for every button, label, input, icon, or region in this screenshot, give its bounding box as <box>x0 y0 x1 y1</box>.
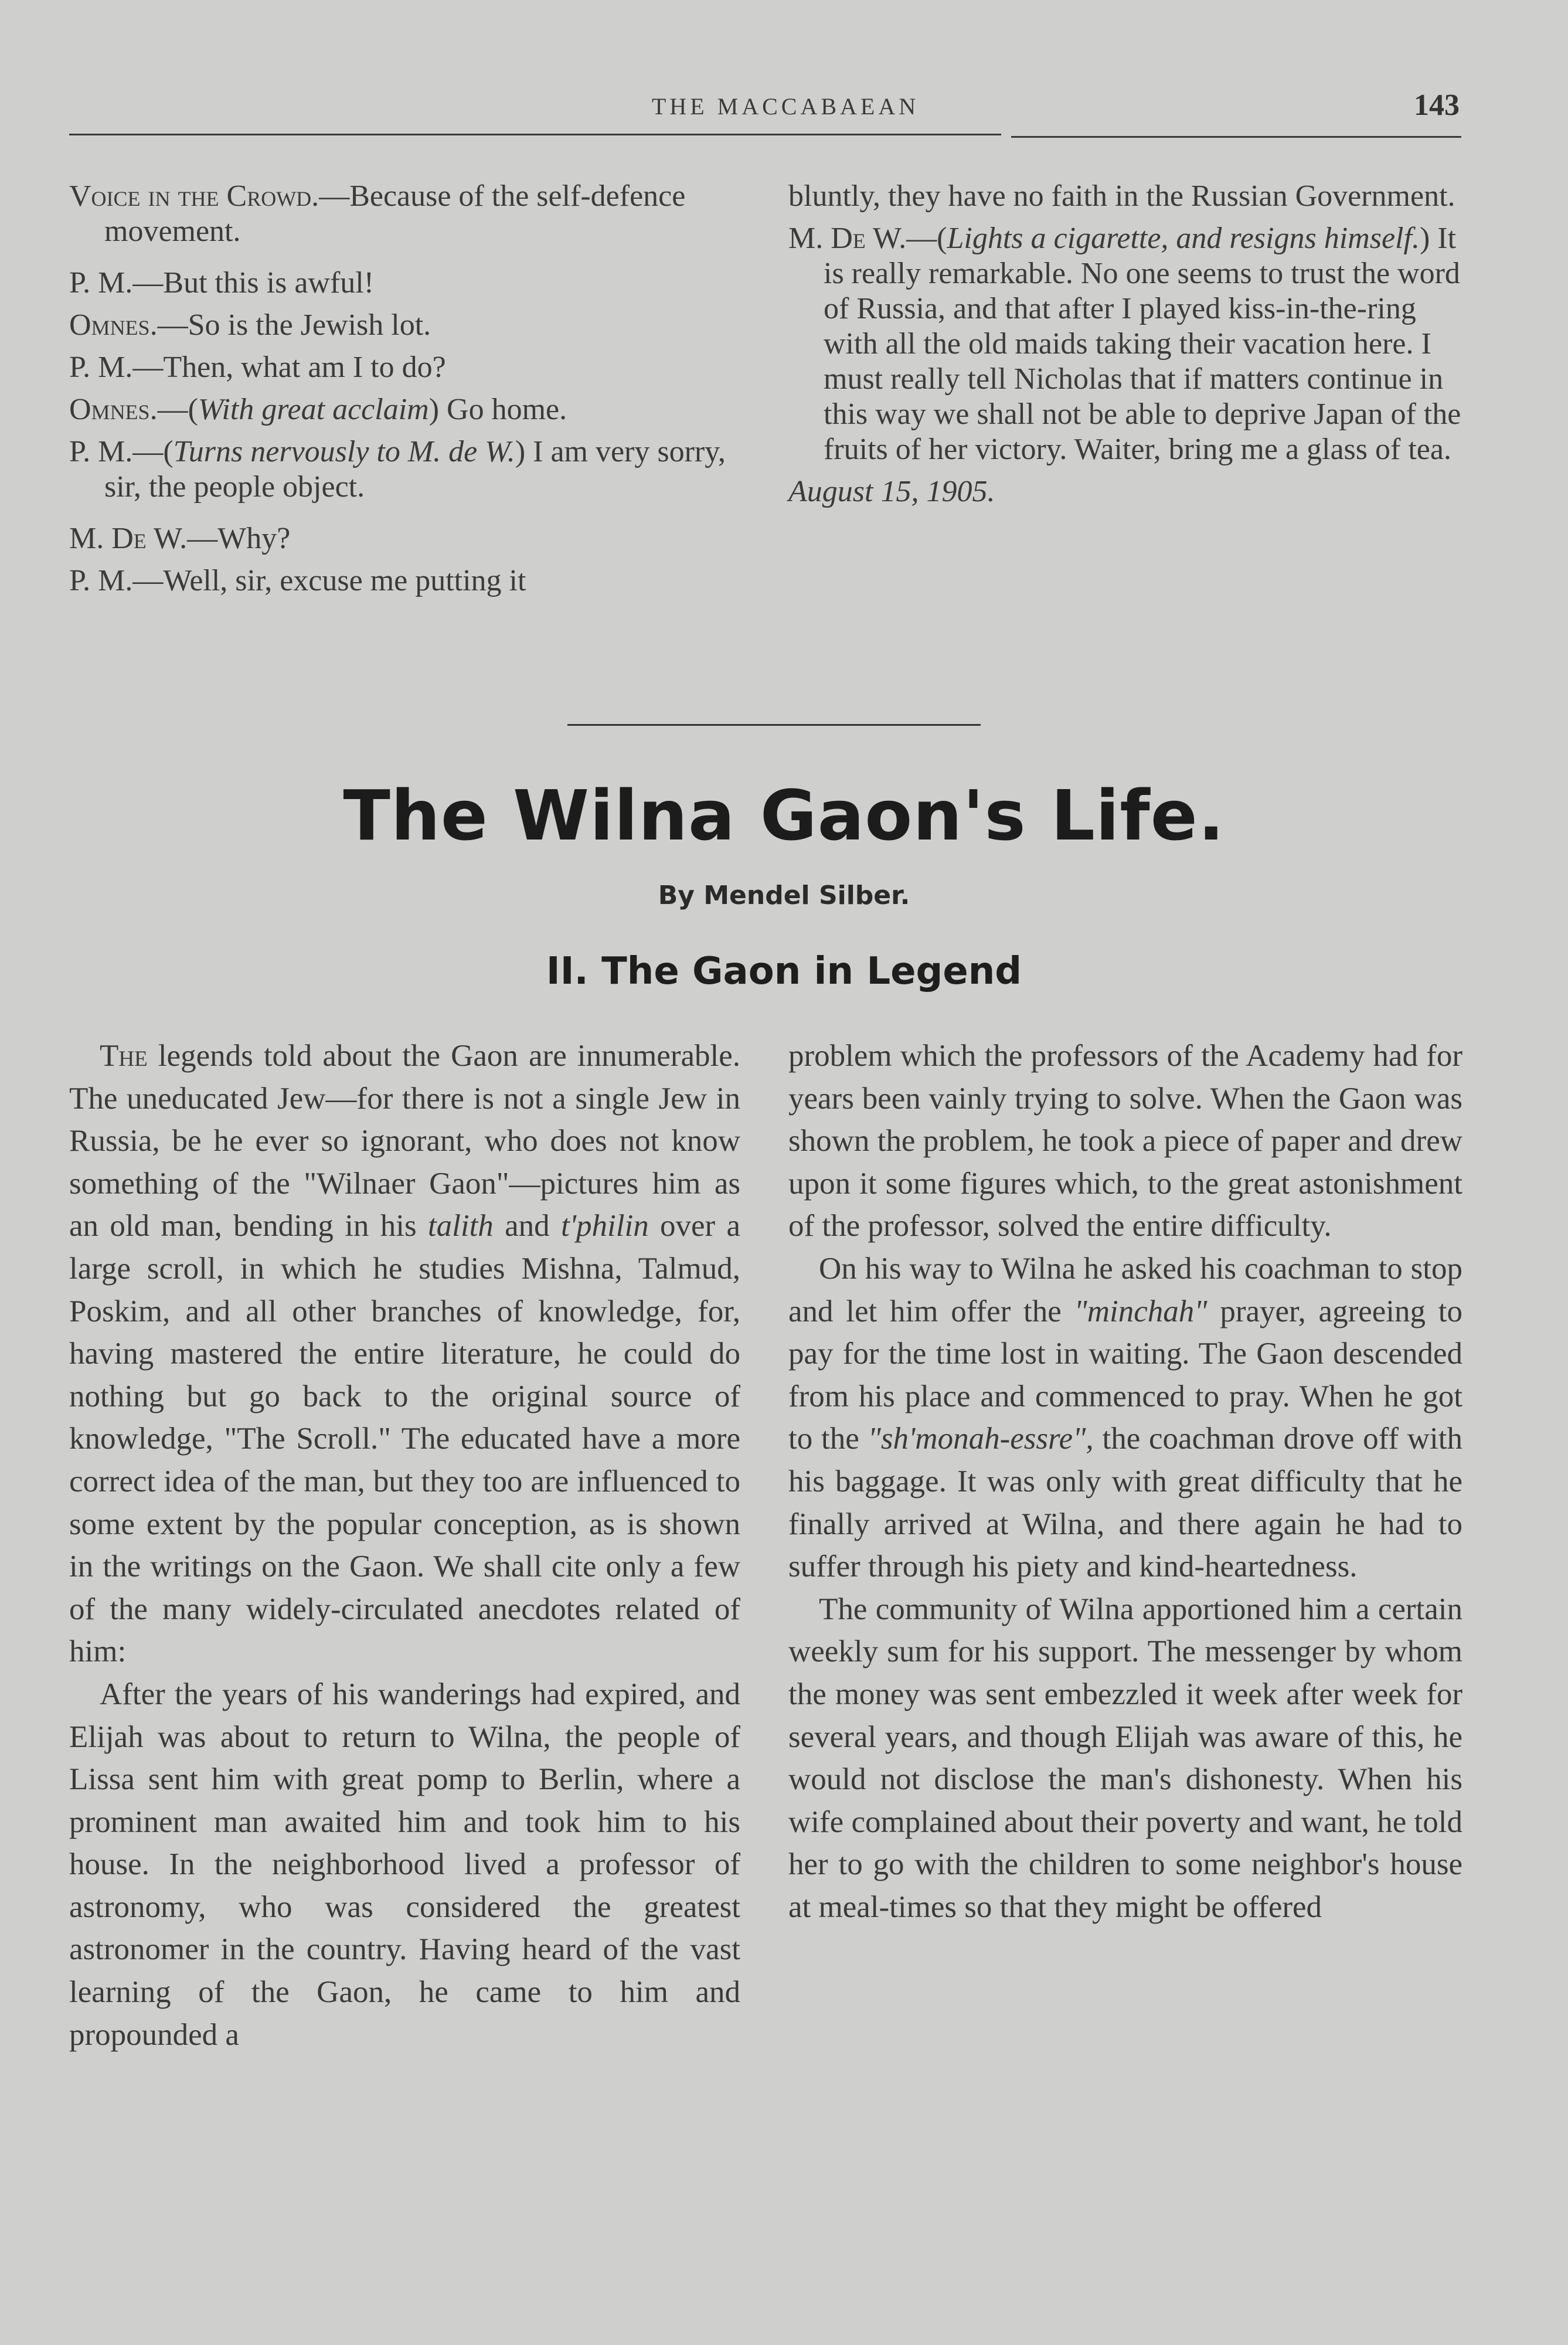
speaker: M. De W. <box>788 222 907 255</box>
article-right-column <box>788 1035 1462 1928</box>
speaker: Omnes. <box>69 308 158 342</box>
date-line: August 15, 1905. <box>788 475 995 508</box>
paragraph: The community of Wilna apportioned him a certain weekly sum for his support. The messenger by whom the money was sent embezzled it week after week for several years, and though Elijah was aware of this, he would not disclose the man's dishonesty. When his wife complained about their poverty and want, he told her to go with the children to some neighbor's house at meal-times so that they might be offered <box>788 1592 1462 1924</box>
speaker: Voice in the Crowd. <box>69 179 319 213</box>
stage-direction: Lights a cigarette, and resigns himself. <box>947 222 1420 255</box>
dialogue-line: P. M.—Then, what am I to do? <box>69 351 446 384</box>
dialogue-line: Voice in the Crowd.—Because of the self-defence movement. <box>69 179 686 248</box>
speaker: Omnes. <box>69 393 158 426</box>
dialogue-line: M. De W.—Why? <box>69 522 291 555</box>
article-title: The Wilna Gaon's Life. <box>343 775 1225 856</box>
dialogue-continuation: bluntly, they have no faith in the Russian Government. <box>788 179 1455 213</box>
speaker: P. M. <box>69 266 133 300</box>
page-number: 143 <box>1414 89 1460 122</box>
speaker: P. M. <box>69 351 133 384</box>
paragraph: On his way to Wilna he asked his coachman to stop and let him offer the "minchah" prayer, agreeing to pay for the time lost in waiting. The Gaon descended from his place and commenced to pray. When he got to the "sh'monah-essre", the coachman drove off with his baggage. It was only with great difficulty that he finally arrived at Wilna, and there again he had to suffer through his piety and kind-heartedness. <box>788 1251 1462 1584</box>
stage-direction: Turns nervously to M. de W. <box>173 435 515 468</box>
speaker: P. M. <box>69 435 133 468</box>
speaker: M. De W. <box>69 522 188 555</box>
section-heading: II. The Gaon in Legend <box>546 950 1022 993</box>
paragraph: After the years of his wanderings had expired, and Elijah was about to return to Wilna, the people of Lissa sent him with great pomp to Berlin, where a prominent man awaited him and took him to his house. In the neighborhood lived a professor of astronomy, who was considered the greatest astronomer in the country. Having heard of the vast learning of the Gaon, he came to him and propounded a <box>69 1677 740 2052</box>
dialogue-line: P. M.—Well, sir, excuse me putting it <box>69 564 526 597</box>
dialogue-right-column <box>788 179 1462 526</box>
dialogue-line: Omnes.—(With great acclaim) Go home. <box>69 393 567 426</box>
section-divider <box>567 724 981 726</box>
dialogue-left-column <box>69 179 740 606</box>
dialogue-line: M. De W.—(Lights a cigarette, and resigns himself.) It is really remarkable. No one seems to trust the word of Russia, and that after I played kiss-in-the-ring with all the old maids taking their vacation here. I must really tell Nicholas that if matters continue in this way we shall not be able to deprive Japan of the fruits of her victory. Waiter, bring me a glass of tea. <box>788 222 1461 466</box>
speaker: P. M. <box>69 564 133 597</box>
header-rule-right <box>1011 136 1461 138</box>
dialogue-line: P. M.—(Turns nervously to M. de W.) I am very sorry, sir, the people object. <box>69 435 726 504</box>
stage-direction: With great acclaim <box>198 393 429 426</box>
dialogue-line: P. M.—But this is awful! <box>69 266 375 300</box>
paragraph: problem which the professors of the Academy had for years been vainly trying to solve. When the Gaon was shown the problem, he took a piece of paper and drew upon it some figures which, to the great astonishment of the professor, solved the entire difficulty. <box>788 1039 1462 1243</box>
header-rule-left <box>69 134 1001 135</box>
byline: By Mendel Silber. <box>658 881 910 910</box>
running-title: THE MACCABAEAN <box>651 93 920 120</box>
article-left-column <box>69 1035 740 2056</box>
paragraph: The legends told about the Gaon are innumerable. The uneducated Jew—for there is not a single Jew in Russia, be he ever so ignorant, who does not know something of the "Wilnaer Gaon"—pictures him as an old man, bending in his talith and t'philin over a large scroll, in which he studies Mishna, Talmud, Poskim, and all other branches of knowledge, for, having mastered the entire literature, he could do nothing but go back to the original source of knowledge, "The Scroll." The educated have a more correct idea of the man, but they too are influenced to some extent by the popular conception, as is shown in the writings on the Gaon. We shall cite only a few of the many widely-circulated anecdotes related of him: <box>69 1039 741 1669</box>
dialogue-line: Omnes.—So is the Jewish lot. <box>69 308 431 342</box>
